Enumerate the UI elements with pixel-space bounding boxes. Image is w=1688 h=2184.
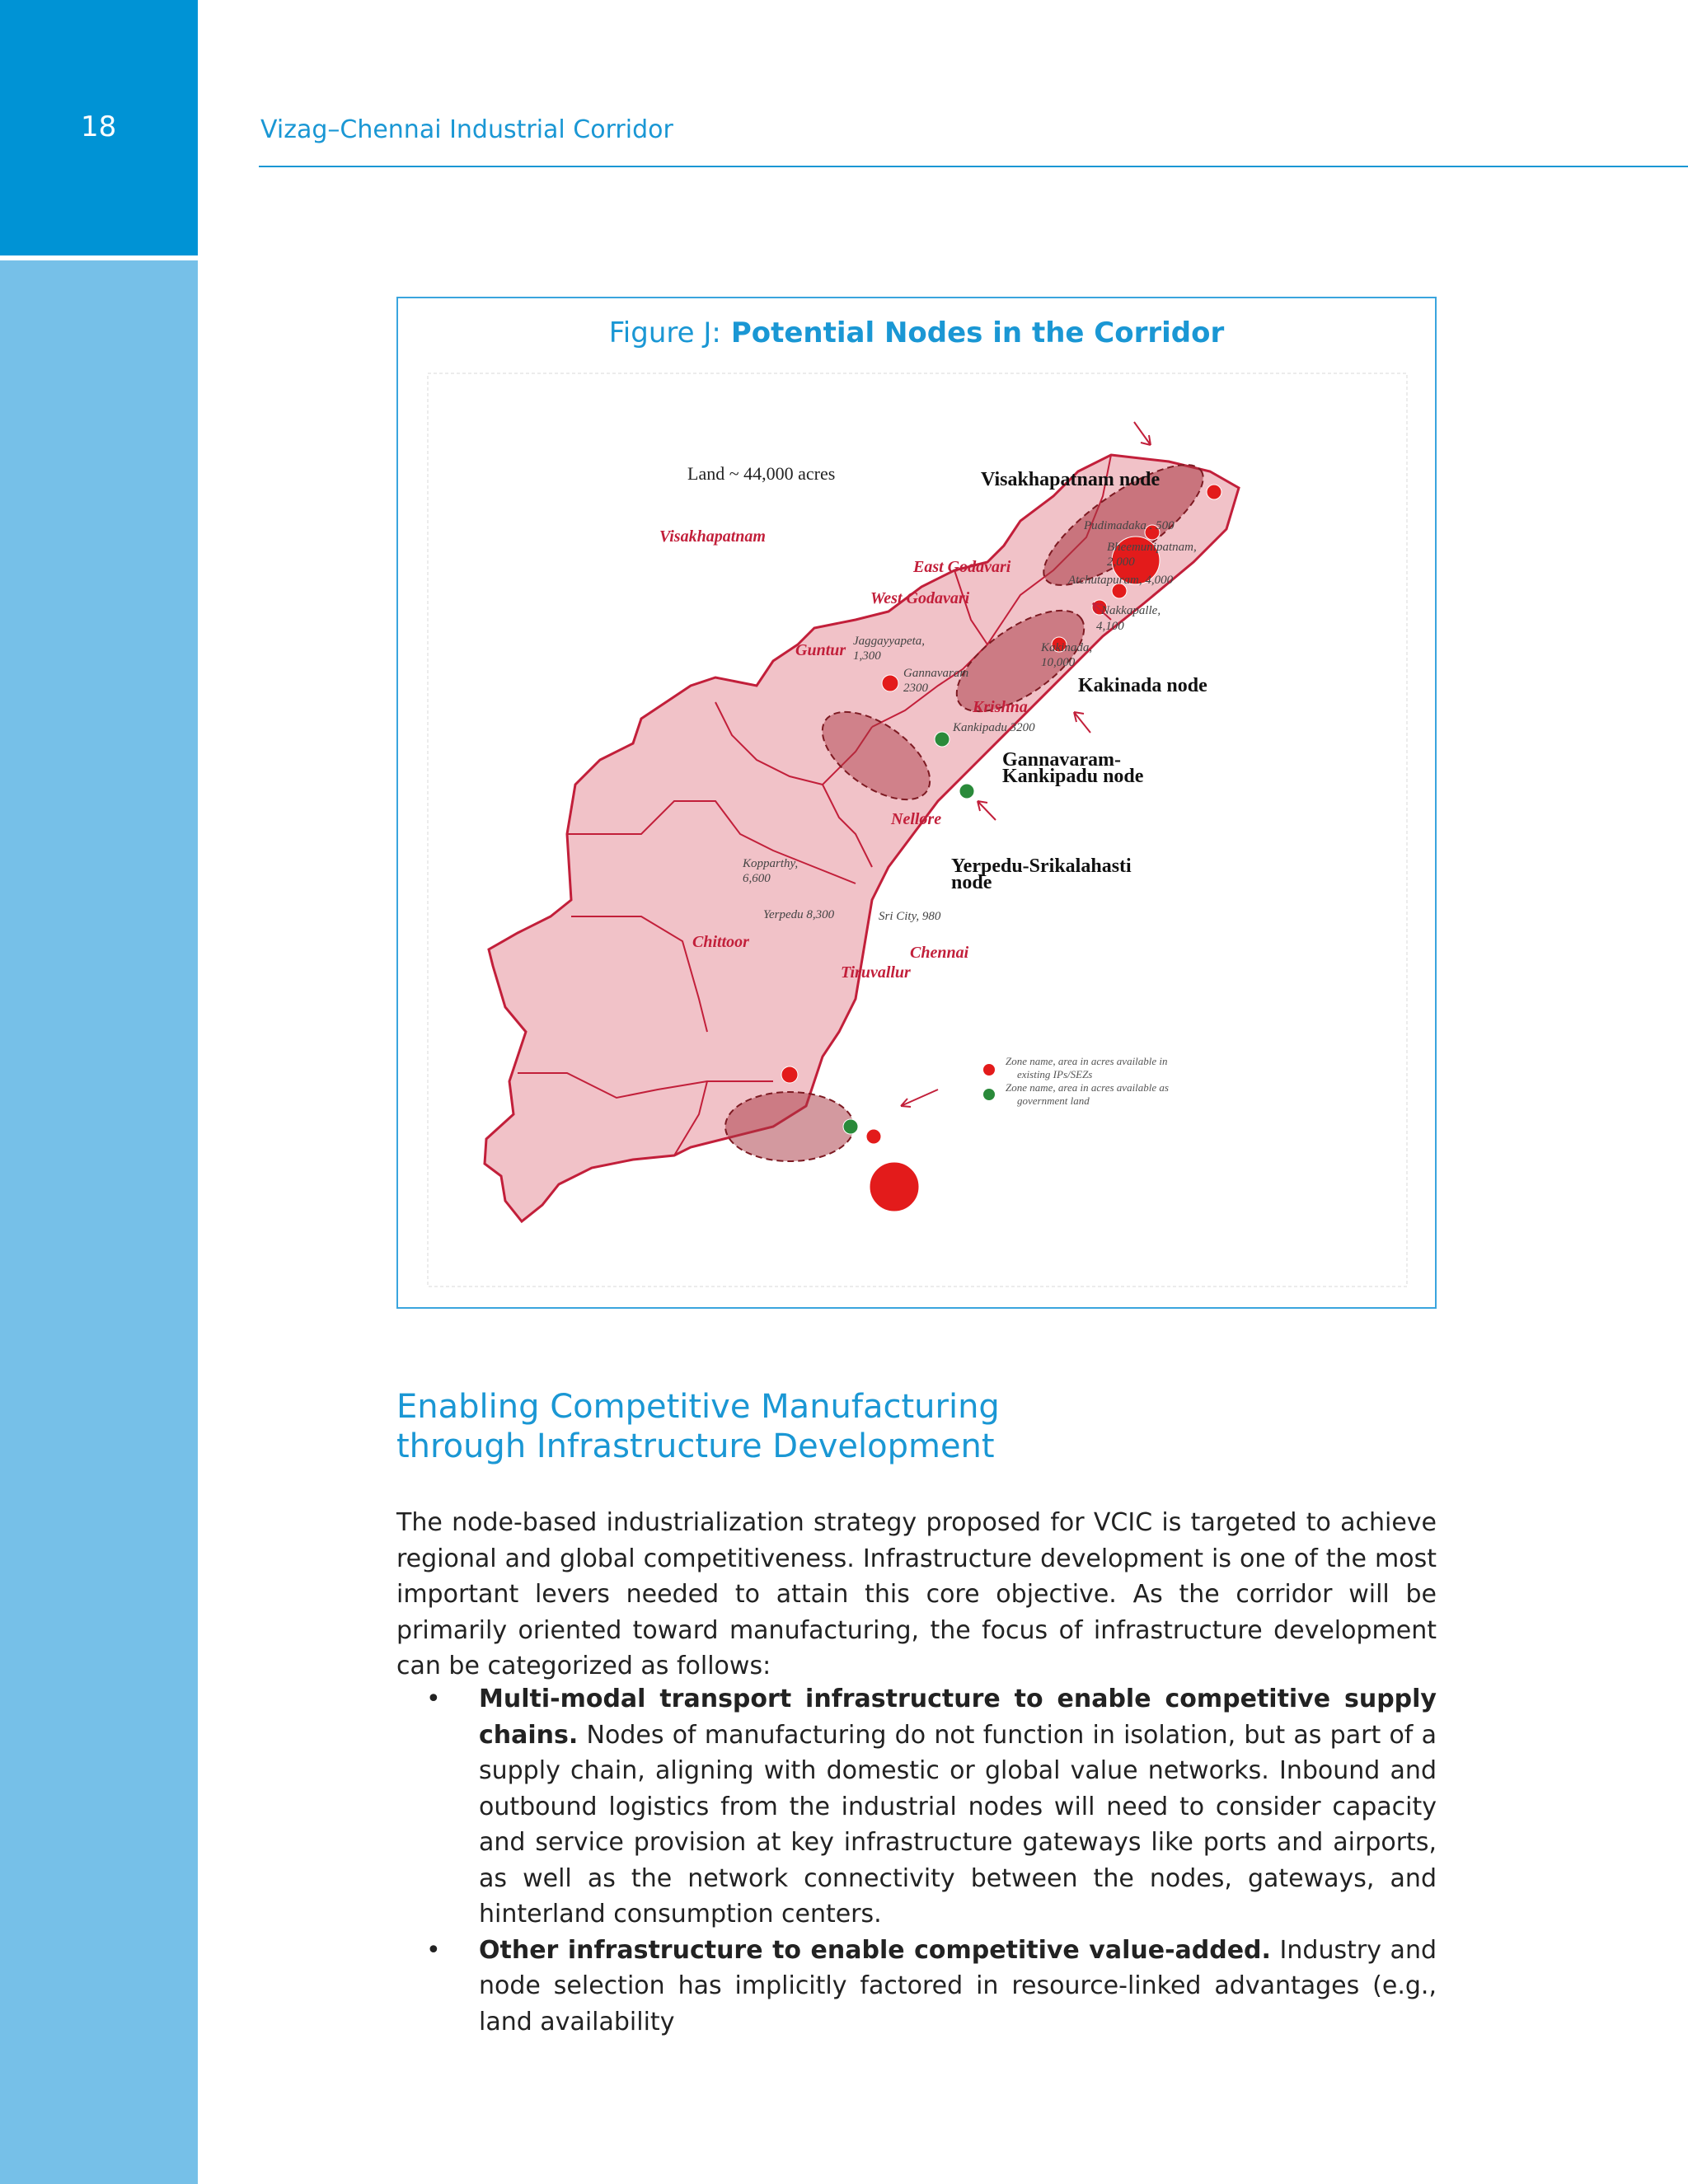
bullet-icon: • bbox=[426, 1685, 441, 1713]
bullet-list bbox=[396, 1681, 1437, 2040]
bullet-text: Nodes of manufacturing do not function in isolation, but as part of a supply chain, aligning with domestic or global value networks. Inbound and outbound logistics from the industrial nodes will need to consider capacity and service provision at key infrastructure gateways like ports and airports, as well as the network connectivity between the nodes, gateways, and hinterland consumption centers. bbox=[479, 1720, 1437, 1929]
gannavaram-node-label-2: Kankipadu node bbox=[1002, 766, 1144, 787]
zone-label-atchutapuram: Atchutapuram, 4,000 bbox=[1068, 574, 1174, 587]
legend-text-0-line1: Zone name, area in acres available in bbox=[1006, 1055, 1168, 1067]
gannavaram-node-label-1: Gannavaram- bbox=[1002, 749, 1121, 771]
legend-text-0-line2: existing IPs/SEZs bbox=[1017, 1068, 1093, 1080]
district-label-7: Tiruvallur bbox=[841, 963, 911, 982]
zone-label-jaggayyapeta: Jaggayyapeta, bbox=[853, 635, 926, 648]
page-number: 18 bbox=[81, 110, 117, 143]
running-header: Vizag–Chennai Industrial Corridor bbox=[260, 115, 673, 144]
yerpedu-node-label-1: Yerpedu-Srikalahasti bbox=[951, 855, 1132, 877]
zone-label-bheemunipatnam: Bheemunipatnam, bbox=[1107, 541, 1197, 554]
zone-label-kakinada: Kakinada, bbox=[1041, 641, 1093, 654]
figure-title: Potential Nodes in the Corridor bbox=[730, 316, 1225, 349]
chennai-marker bbox=[870, 1162, 919, 1212]
corridor-map-svg bbox=[427, 373, 1408, 1287]
sri-city-marker bbox=[866, 1129, 881, 1144]
zone-label-kankipadu: Kankipadu 3200 bbox=[953, 721, 1035, 734]
bullet-icon: • bbox=[426, 1935, 441, 1965]
visakhapatnam-node-label: Visakhapatnam node bbox=[981, 469, 1160, 490]
zone-label-gannavaram-area: 2300 bbox=[903, 682, 928, 695]
zone-label-kopparthy-area: 6,600 bbox=[743, 872, 771, 885]
district-label-0: Visakhapatnam bbox=[659, 527, 766, 546]
land-note: Land ~ 44,000 acres bbox=[687, 463, 836, 484]
zone-label-jaggayyapeta-area: 1,300 bbox=[853, 649, 881, 663]
jaggayyapeta-marker bbox=[882, 675, 898, 691]
body-paragraph: The node-based industrialization strategy proposed for VCIC is targeted to achieve regional and global competitiveness. Infrastructure development is one of the most important levers needed to attain this core objective. As the corridor will be primarily oriented toward manufacturing, the focus of infrastructure development can be categorized as follows: bbox=[396, 1508, 1437, 1680]
legend-text-1-line1: Zone name, area in acres available as bbox=[1006, 1081, 1169, 1094]
section-heading-line2: through Infrastructure Development bbox=[396, 1427, 995, 1465]
kakinada-node-label: Kakinada node bbox=[1078, 675, 1207, 696]
zone-label-pudimadaka: Pudimadaka . 500 bbox=[1084, 519, 1175, 532]
figure-label: Figure J: bbox=[608, 316, 721, 349]
zone-label-nakkapalli-area: 4,100 bbox=[1096, 620, 1124, 633]
pudimadaka-marker bbox=[1207, 485, 1221, 499]
zone-label-kakinada-area: 10,000 bbox=[1041, 656, 1076, 669]
section-heading-line1: Enabling Competitive Manufacturing bbox=[396, 1388, 1000, 1426]
yerpedu-node-label-2: node bbox=[951, 872, 992, 893]
corridor-map bbox=[427, 373, 1408, 1287]
district-label-3: Guntur bbox=[795, 641, 846, 659]
district-label-6: Chittoor bbox=[692, 933, 749, 951]
district-label-1: East Godavari bbox=[913, 558, 1011, 576]
zone-label-kopparthy: Kopparthy, bbox=[743, 857, 799, 870]
yerpedu-node-ellipse bbox=[725, 1092, 854, 1161]
figure-caption bbox=[398, 316, 1435, 349]
yerpedu-marker bbox=[843, 1119, 858, 1134]
district-label-4: Krishna bbox=[973, 698, 1028, 716]
legend-text-1-line2: government land bbox=[1017, 1094, 1090, 1107]
zone-label-bheemunipatnam-area: 2,000 bbox=[1107, 555, 1135, 569]
bullet-lead: Multi-modal transport infrastructure to enable competitive supply chains. bbox=[479, 1685, 1437, 1750]
zone-label-sri-city: Sri City, 980 bbox=[879, 910, 941, 923]
sidebar-band bbox=[0, 260, 198, 2184]
zone-label-nakkapalli: Nakkapalle, bbox=[1101, 604, 1161, 617]
legend-marker-1 bbox=[983, 1089, 995, 1100]
bullet-text: Industry and node selection has implicitly factored in resource-linked advantages (e.g., land availability bbox=[479, 1935, 1437, 2036]
kankipadu-marker bbox=[959, 784, 974, 799]
header-rule bbox=[259, 166, 1688, 167]
bullet-item bbox=[396, 1933, 1437, 2041]
district-label-5: Nellore bbox=[891, 810, 942, 828]
legend-marker-0 bbox=[983, 1064, 995, 1076]
zone-label-gannavaram: Gannavaram bbox=[903, 667, 969, 680]
zone-label-yerpedu: Yerpedu 8,300 bbox=[763, 908, 835, 921]
bullet-lead: Other infrastructure to enable competitive value-added. bbox=[479, 1935, 1271, 1965]
zone-label-chennai: Chennai bbox=[910, 944, 969, 962]
district-label-2: West Godavari bbox=[870, 589, 970, 607]
bullet-item bbox=[396, 1681, 1437, 1933]
section-heading bbox=[396, 1387, 1303, 1466]
kopparthy-marker bbox=[781, 1066, 798, 1083]
figure-box bbox=[396, 297, 1437, 1309]
gannavaram-marker bbox=[935, 732, 950, 747]
